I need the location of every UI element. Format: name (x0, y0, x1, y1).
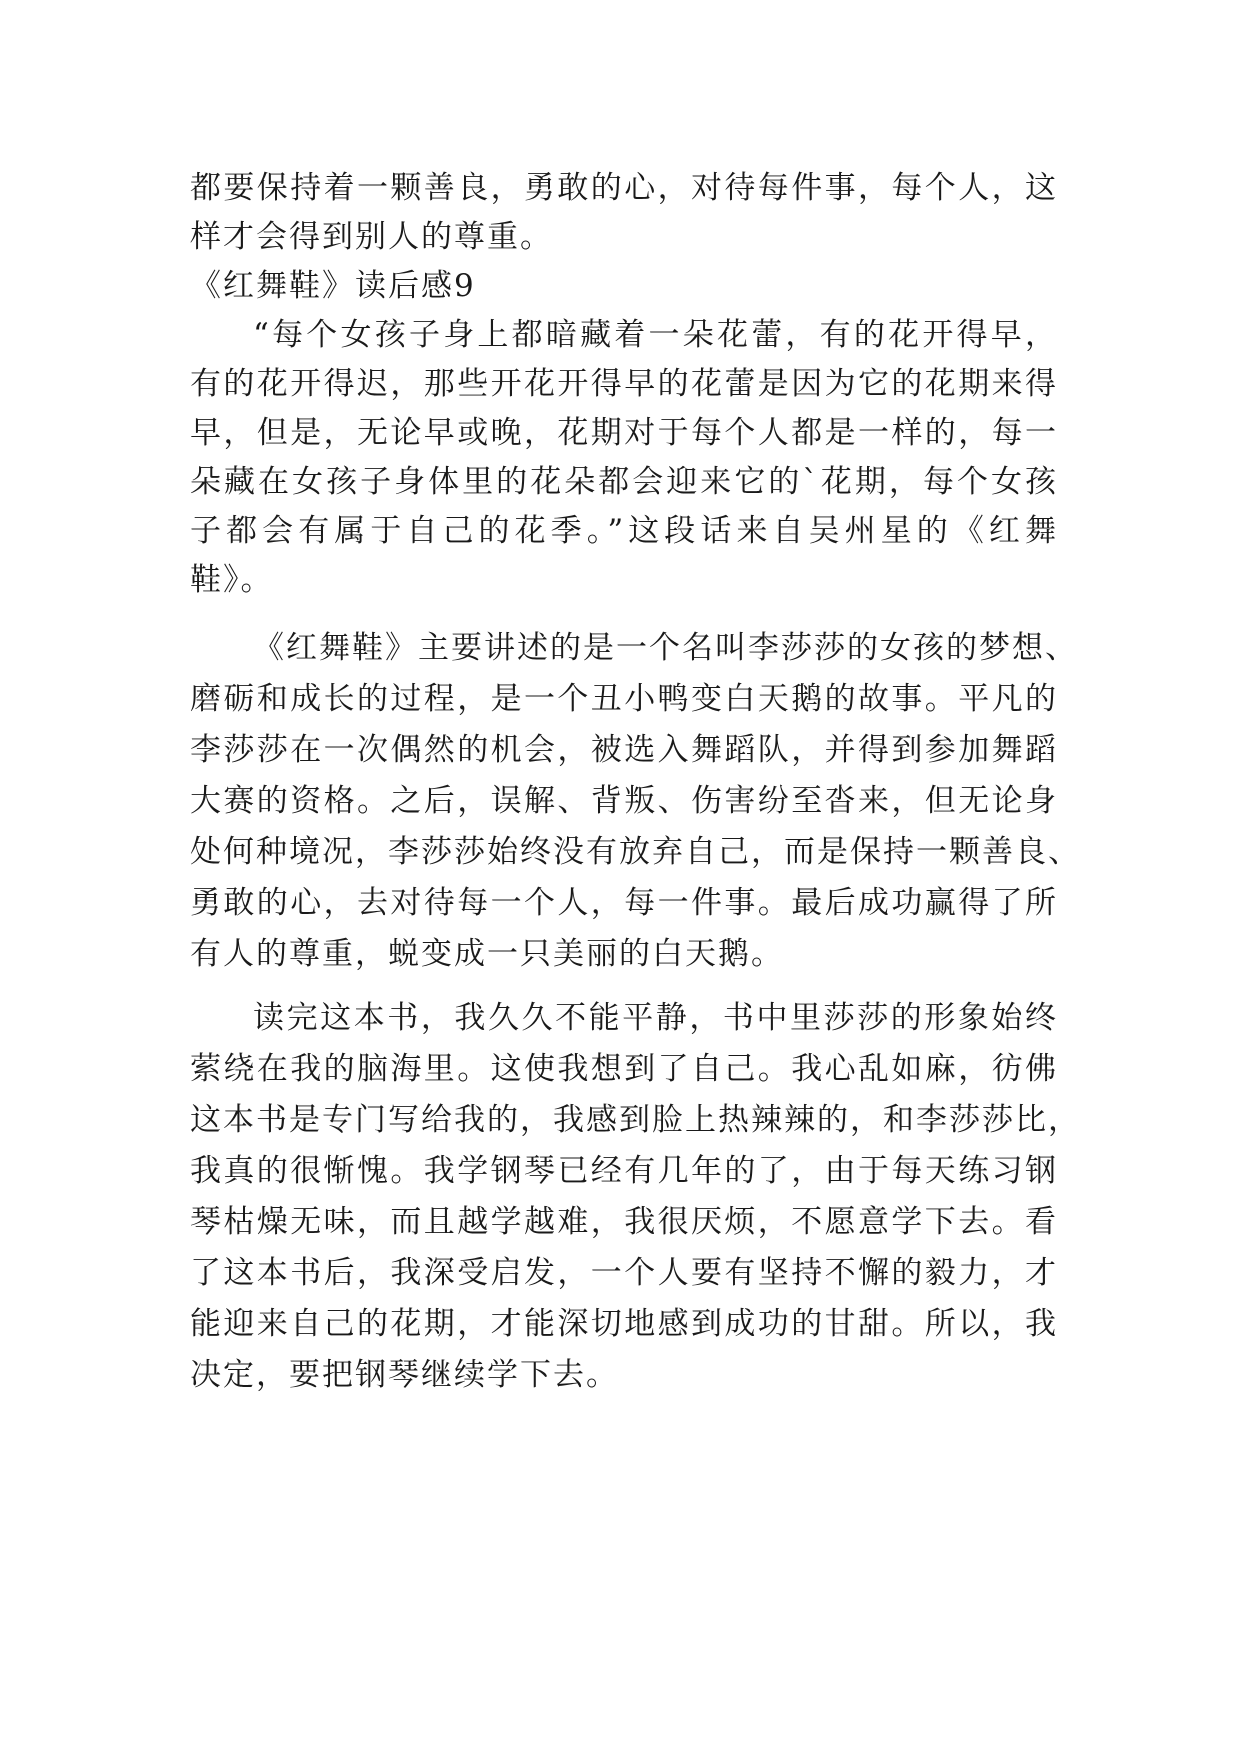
text-line: “每个女孩子身上都暗藏着一朵花蕾，有的花开得早， (253, 317, 1058, 353)
text-line: 萦绕在我的脑海里。这使我想到了自己。我心乱如麻，彷佛 (190, 1051, 1058, 1087)
text-line: 都要保持着一颗善良，勇敢的心，对待每件事，每个人，这 (190, 170, 1058, 206)
text-line: 处何种境况，李莎莎始终没有放弃自己，而是保持一颗善良、 (190, 834, 1081, 870)
text-line: 大赛的资格。之后，误解、背叛、伤害纷至沓来，但无论身 (190, 783, 1058, 819)
text-line: 子都会有属于自己的花季。”这段话来自吴州星的《红舞 (190, 513, 1058, 549)
text-line: 能迎来自己的花期，才能深切地感到成功的甘甜。所以，我 (190, 1306, 1058, 1342)
text-line: 琴枯燥无味，而且越学越难，我很厌烦，不愿意学下去。看 (190, 1204, 1058, 1240)
text-line: 李莎莎在一次偶然的机会，被选入舞蹈队，并得到参加舞蹈 (190, 732, 1058, 768)
text-line: 样才会得到别人的尊重。 (190, 219, 553, 255)
text-line: 勇敢的心，去对待每一个人，每一件事。最后成功赢得了所 (190, 885, 1058, 921)
section-heading: 《红舞鞋》读后感9 (190, 268, 476, 304)
text-line: 有人的尊重，蜕变成一只美丽的白天鹅。 (190, 936, 784, 972)
text-line: 读完这本书，我久久不能平静，书中里莎莎的形象始终 (253, 1000, 1058, 1036)
text-line: 《红舞鞋》主要讲述的是一个名叫李莎莎的女孩的梦想、 (253, 630, 1078, 666)
text-line: 有的花开得迟，那些开花开得早的花蕾是因为它的花期来得 (190, 366, 1058, 402)
text-line: 了这本书后，我深受启发，一个人要有坚持不懈的毅力，才 (190, 1255, 1058, 1291)
text-line: 决定，要把钢琴继续学下去。 (190, 1357, 619, 1393)
text-line: 磨砺和成长的过程，是一个丑小鸭变白天鹅的故事。平凡的 (190, 681, 1058, 717)
text-line: 鞋》。 (190, 562, 274, 598)
text-line: 我真的很惭愧。我学钢琴已经有几年的了，由于每天练习钢 (190, 1153, 1058, 1189)
text-line: 朵藏在女孩子身体里的花朵都会迎来它的`花期，每个女孩 (190, 464, 1058, 500)
text-line: 早，但是，无论早或晚，花期对于每个人都是一样的，每一 (190, 415, 1058, 451)
text-line: 这本书是专门写给我的，我感到脸上热辣辣的，和李莎莎比， (190, 1102, 1081, 1138)
